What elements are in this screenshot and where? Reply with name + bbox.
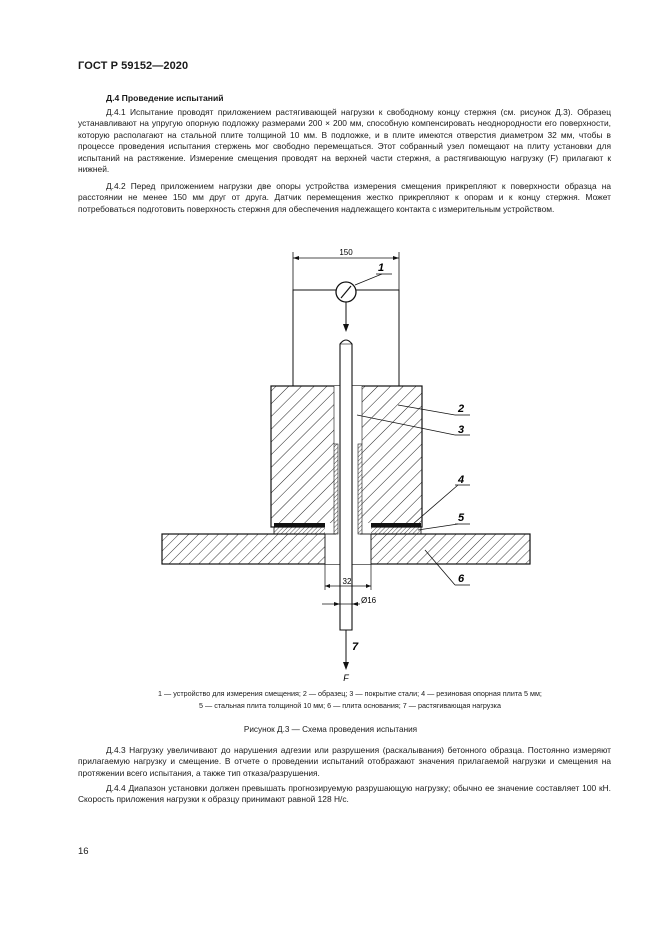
paragraph-d44: Д.4.4 Диапазон установки должен превышать прогнозируемую разрушающую нагрузку; обычно ее значение составляет 100 кН. Скорость приложения нагрузки к образцу принимают равной 128 Н/с.	[78, 783, 611, 805]
callout-7: 7	[352, 641, 359, 653]
page-number: 16	[78, 846, 89, 857]
dim-150-label: 150	[339, 248, 353, 257]
arrow-down-icon	[343, 662, 349, 670]
figure-caption: Рисунок Д.3 — Схема проведения испытания	[243, 725, 418, 734]
paragraph-d43: Д.4.3 Нагрузку увеличивают до нарушения адгезии или разрушения (раскалывания) бетонного образца. Постоянно измеряют прилагаемую нагрузку и смещение. В отчете о проведении испытаний отображают значения прилагаемой нагрузки и смещения на протяжении всего испытания, а также тип отказа/разрушения.	[78, 745, 611, 778]
arrow-down-icon	[343, 324, 349, 332]
callout-2: 2	[458, 403, 465, 415]
callout-5: 5	[458, 512, 465, 524]
load-arrow	[343, 630, 359, 683]
callout-4: 4	[458, 474, 465, 486]
callout-3: 3	[458, 424, 465, 436]
force-label: F	[343, 673, 349, 683]
paragraph-d42: Д.4.2 Перед приложением нагрузки две опоры устройства измерения смещения прикрепляют к поверхности образца на расстоянии не менее 150 мм друг от друга. Датчик перемещения жестко прикрепляют к опорам и к концу стержня. Может потребоваться подготовить поверхность стержня для обеспечения надлежащего контакта с измерительным устройством.	[78, 181, 611, 214]
document-header: ГОСТ Р 59152—2020	[78, 60, 189, 72]
figure-legend-line1: 1 — устройство для измерения смещения; 2 — образец; 3 — покрытие стали; 4 — резиновая опорная плита 5 мм;	[158, 689, 542, 698]
callout-1: 1	[378, 262, 385, 274]
steel-bar	[340, 340, 352, 630]
callout-6: 6	[458, 573, 465, 585]
section-title: Д.4 Проведение испытаний	[106, 93, 224, 103]
dim-d16-label: Ø16	[361, 596, 377, 605]
paragraph-d41: Д.4.1 Испытание проводят приложением растягивающей нагрузки к свободному концу стержня (см. рисунок Д.3). Образец устанавливают на упругую опорную подложку размерами 200 × 200 мм, способную компенсировать неоднородности его поверхности, которую располагают на стальной плите толщиной 10 мм. В подложке, и в плите имеются отверстия диаметром 32 мм, чтобы в процессе проведения испытания стержень мог свободно перемещаться. Этот собранный узел помещают на плиту установки для испытаний на растяжение. Измерение смещения проводят на верхней части стержня, а растягивающую нагрузку (F) прилагают к нижней.	[78, 107, 611, 175]
dim-32-label: 32	[342, 577, 352, 586]
figure-legend-line2: 5 — стальная плита толщиной 10 мм; 6 — плита основания; 7 — растягивающая нагрузка	[199, 701, 501, 710]
